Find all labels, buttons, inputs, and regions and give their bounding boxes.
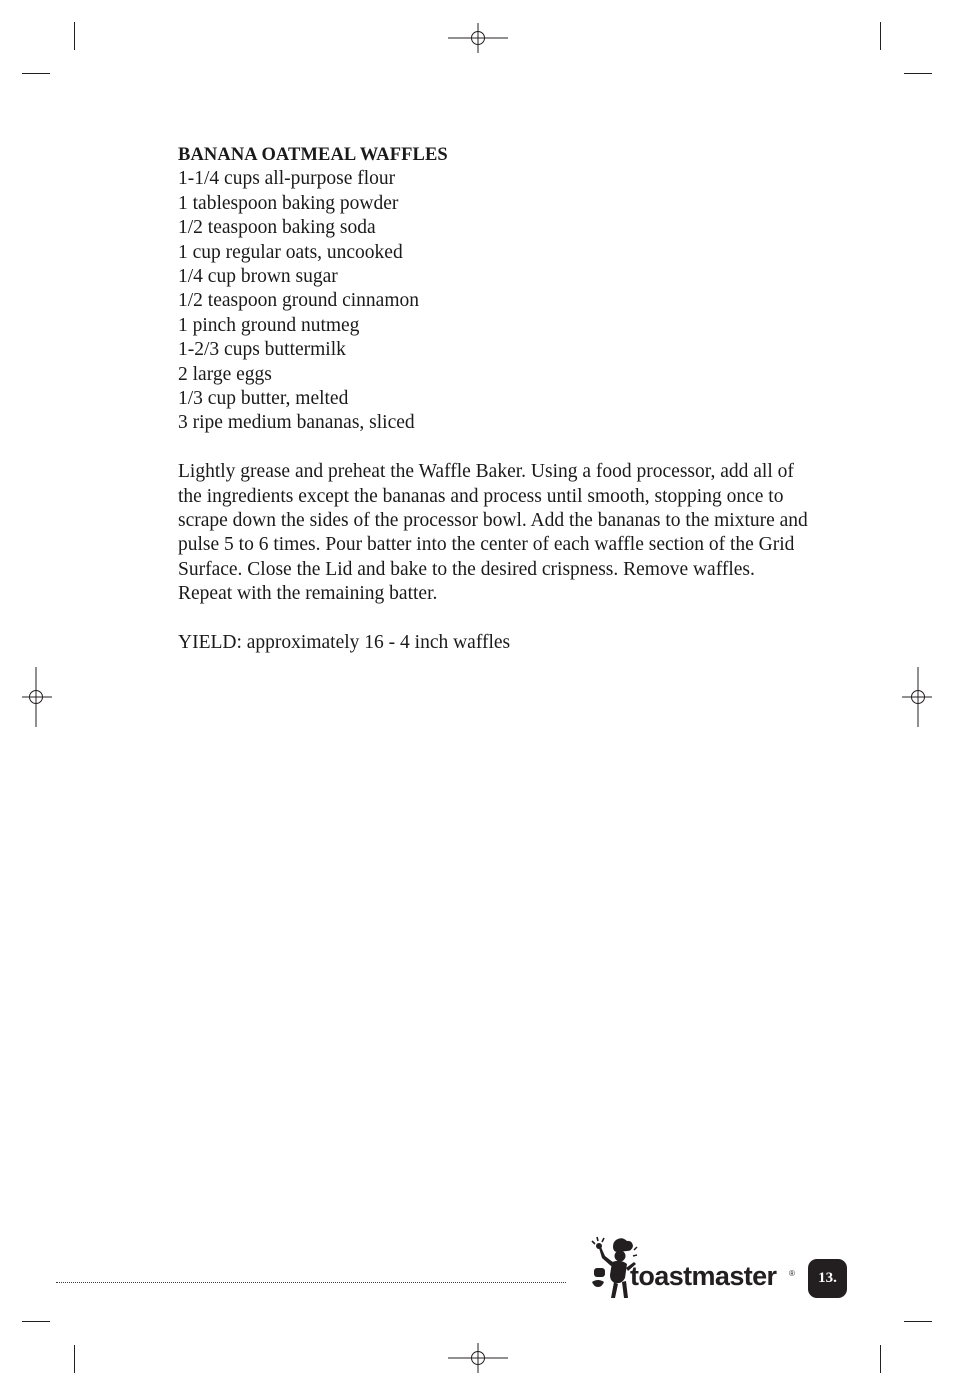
ingredient-item: 1 pinch ground nutmeg <box>178 314 360 336</box>
ingredient-item: 1/2 teaspoon ground cinnamon <box>178 290 419 312</box>
registered-mark: ® <box>789 1269 795 1278</box>
ingredient-item: 1-1/4 cups all-purpose flour <box>178 168 396 190</box>
crop-mark-top-left-horizontal <box>22 73 50 74</box>
brand-logo <box>590 1236 800 1302</box>
registration-crosshair-icon <box>448 1343 508 1373</box>
ingredient-item: 1/4 cup brown sugar <box>178 266 338 288</box>
ingredient-list <box>178 167 808 435</box>
ingredient-item: 2 large eggs <box>178 363 272 385</box>
crop-mark-bottom-left-horizontal <box>22 1321 50 1322</box>
page-number-badge: 13. <box>808 1259 847 1298</box>
ingredient-item: 1/2 teaspoon baking soda <box>178 217 376 239</box>
crop-mark-top-right-horizontal <box>904 73 932 74</box>
ingredient-item: 1 cup regular oats, uncooked <box>178 241 403 263</box>
crop-mark-bottom-left-vertical <box>74 1345 75 1373</box>
registration-crosshair-icon <box>22 667 52 727</box>
ingredient-item: 1 tablespoon baking powder <box>178 192 399 214</box>
crop-mark-top-right-vertical <box>880 22 881 50</box>
recipe-yield: YIELD: approximately 16 - 4 inch waffles <box>178 632 511 654</box>
brand-wordmark: toastmaster <box>630 1261 777 1291</box>
recipe-directions: Lightly grease and preheat the Waffle Baker. Using a food processor, add all of the ingredients except the bananas and process until smooth, stopping once to scrape down the sides of the processor bowl. Add the bananas to the mixture and pulse 5 to 6 times. Pour batter into the center of each waffle section of the Grid Surface. Close the Lid and bake to the desired crispness. Remove waffles. Repeat with the remaining batter. <box>178 461 808 605</box>
registration-crosshair-icon <box>448 23 508 53</box>
registration-crosshair-icon <box>902 667 932 727</box>
recipe <box>178 143 808 656</box>
ingredient-item: 1/3 cup butter, melted <box>178 388 349 410</box>
recipe-title: BANANA OATMEAL WAFFLES <box>178 145 448 165</box>
crop-mark-top-left-vertical <box>74 22 75 50</box>
crop-mark-bottom-right-horizontal <box>904 1321 932 1322</box>
ingredient-item: 3 ripe medium bananas, sliced <box>178 412 415 434</box>
ingredient-item: 1-2/3 cups buttermilk <box>178 339 346 361</box>
crop-mark-bottom-right-vertical <box>880 1345 881 1373</box>
footer-dotted-rule <box>56 1282 566 1283</box>
